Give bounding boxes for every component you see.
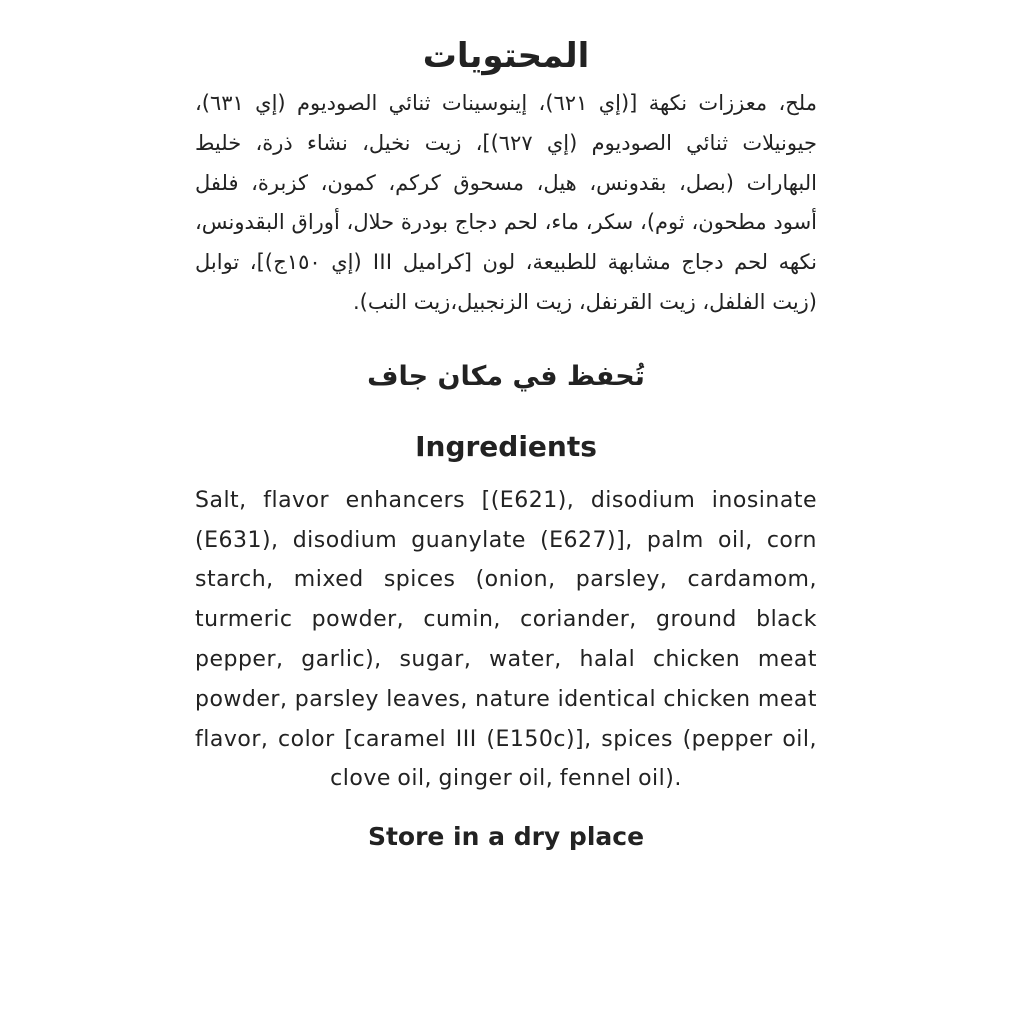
english-storage-instruction: Store in a dry place [367, 822, 645, 852]
english-heading: Ingredients [415, 429, 597, 463]
arabic-storage-instruction: تُحفظ في مكان جاف [367, 360, 645, 392]
arabic-heading: المحتويات [422, 36, 590, 76]
ingredients-label [195, 30, 817, 857]
english-ingredients-text: Salt, flavor enhancers [(E621), disodium inosinate (E631), disodium guanylate (E627)], palm oil, corn starch, mixed spices (onion, parsley, cardamom, turmeric powder, cumin, coriander, ground black pepper, garlic), sugar, water, halal chicken meat powder, parsley leaves, nature identical chicken meat flavor, color [caramel III (E150c)], spices (pepper oil, clove oil, ginger oil, fennel oil). [195, 487, 817, 792]
arabic-ingredients-text: ملح، معززات نكهة [(إي ٦٢١)، إينوسينات ثنائي الصوديوم (إي ٦٣١)، جيونيلات ثنائي الصوديوم (إي ٦٢٧)]، زيت نخيل، نشاء ذرة، خليط البهارات (بصل، بقدونس، هيل، مسحوق كركم، كمون، كزبرة، فلفل أسود مطحون، ثوم)، سكر، ماء، لحم دجاج بودرة حلال، أوراق البقدونس، نكهه لحم دجاج مشابهة للطبيعة، لون [كراميل III (إي ١٥٠ج)]، توابل (زيت الفلفل، زيت القرنفل، زيت الزنجبيل،زيت النب). [195, 91, 818, 314]
